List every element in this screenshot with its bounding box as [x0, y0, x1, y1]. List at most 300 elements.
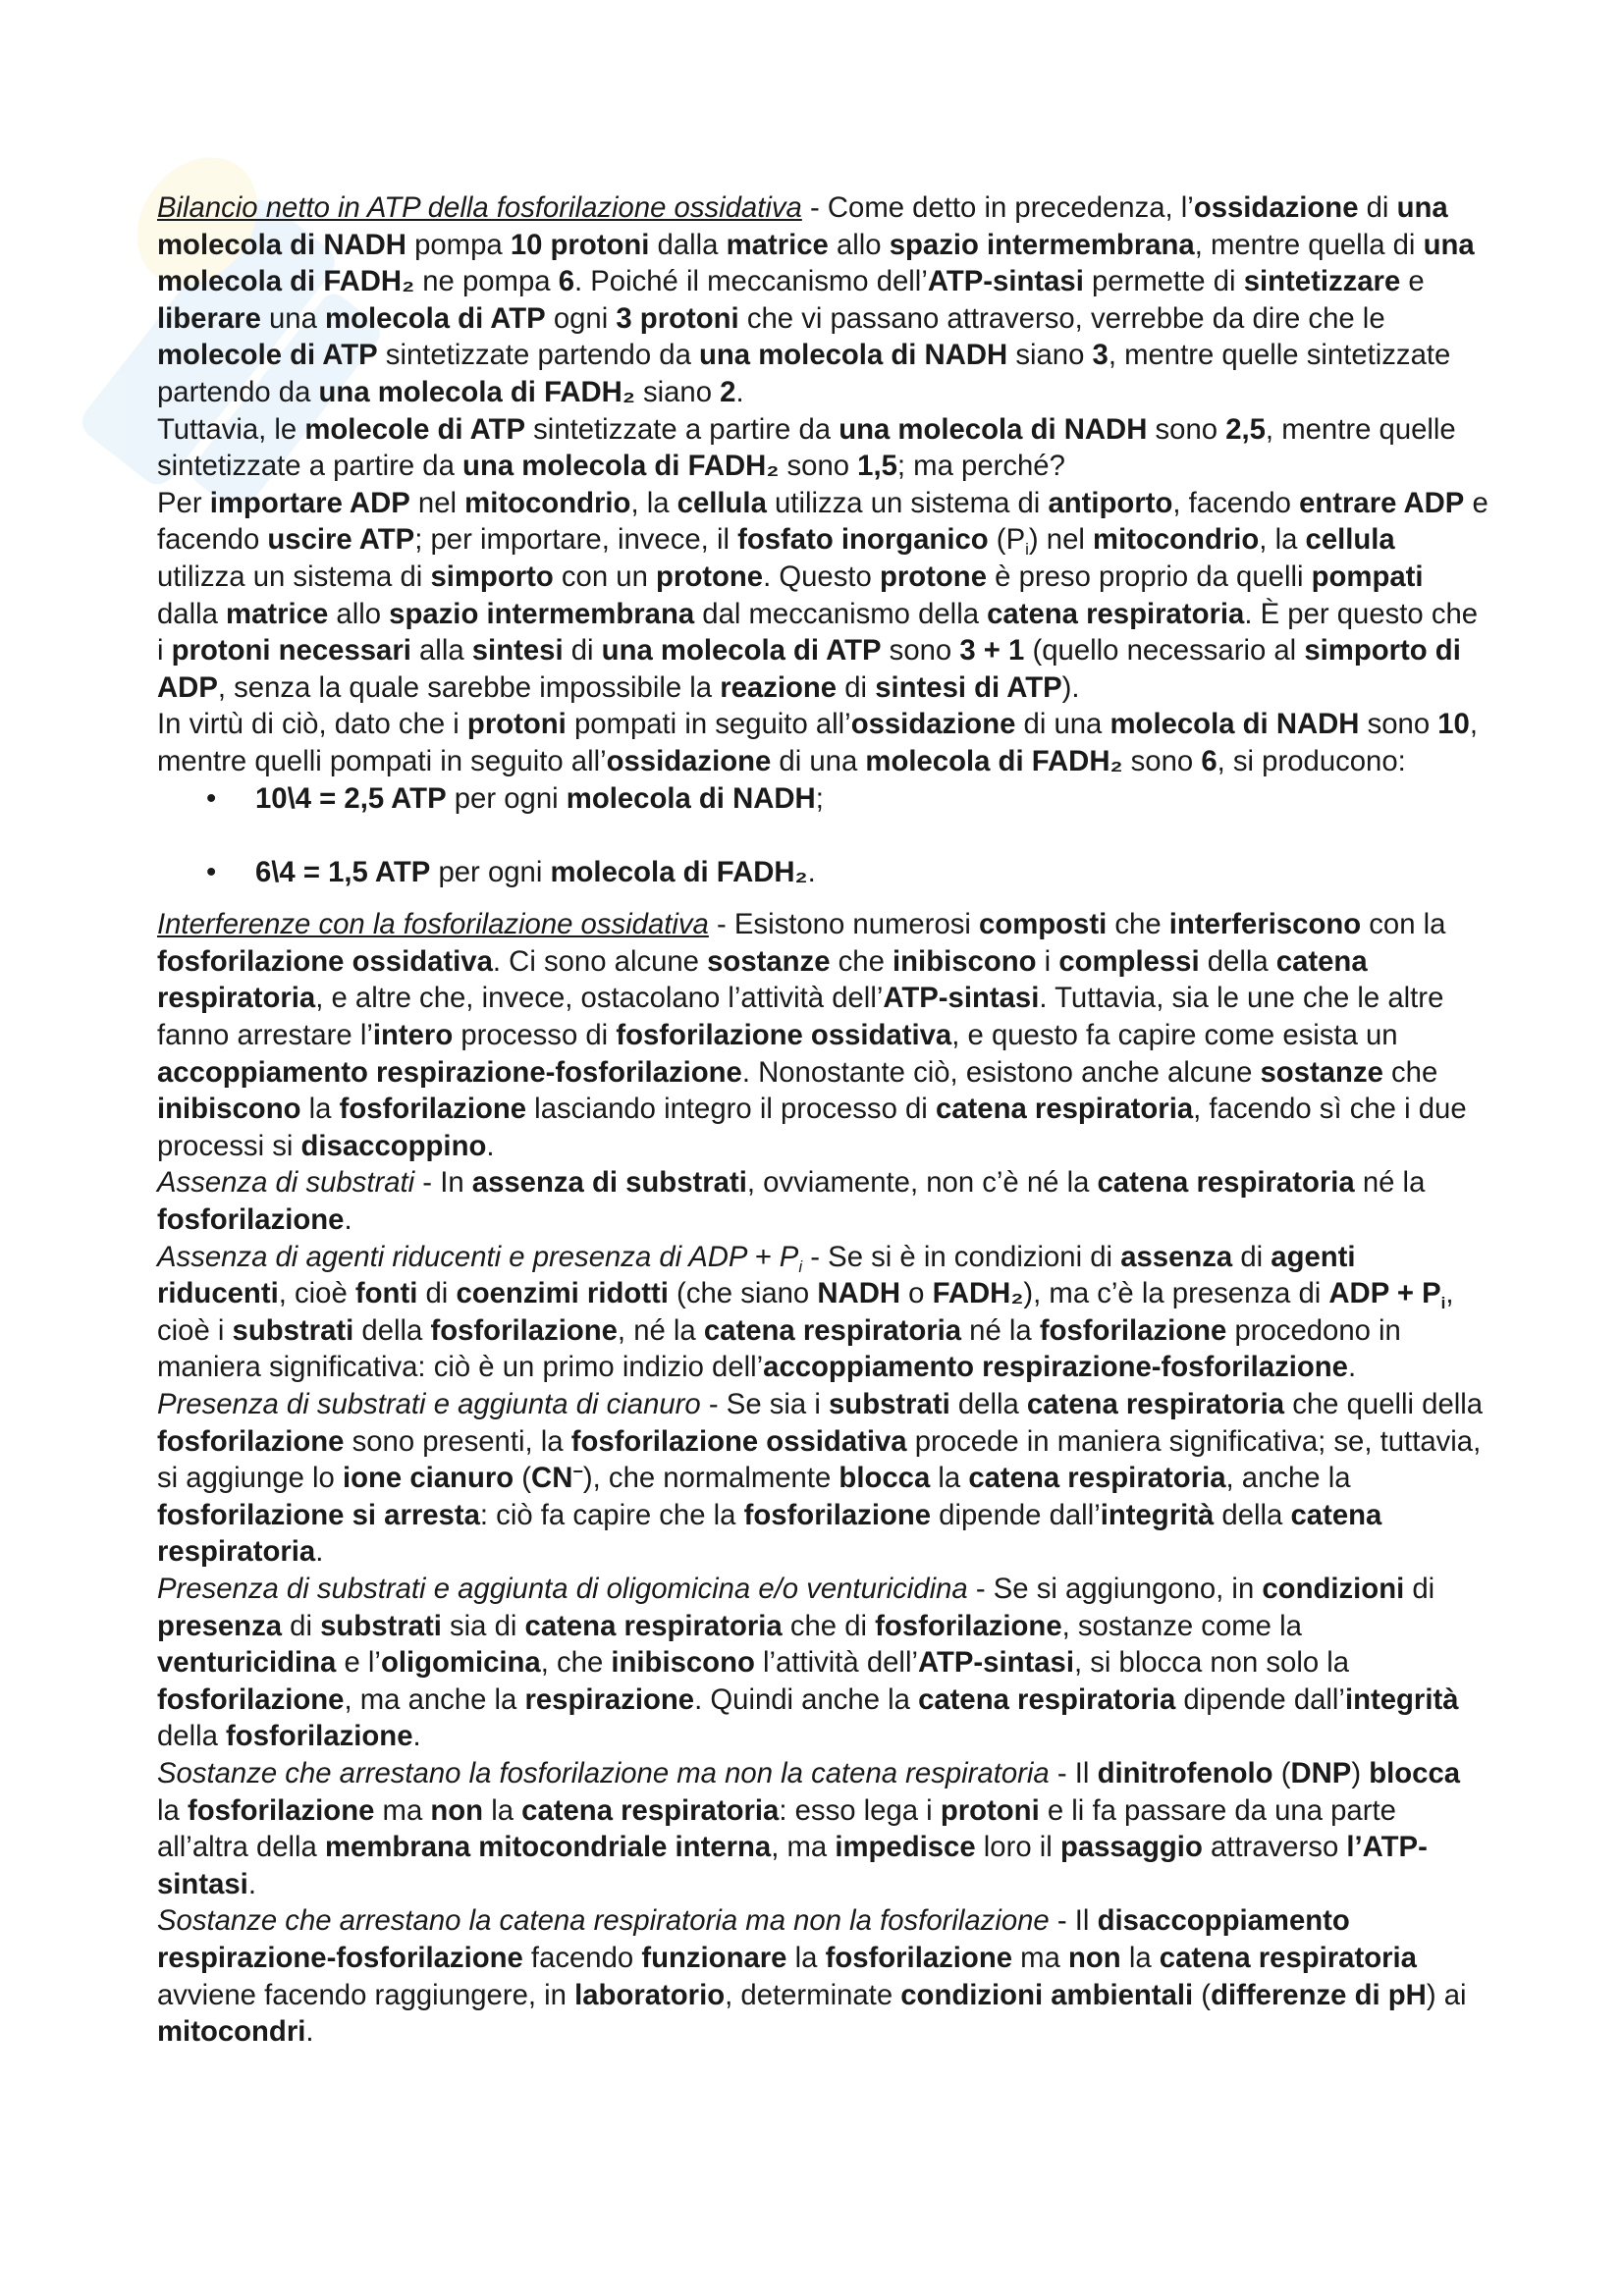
bold-text: fosforilazione [187, 1793, 375, 1827]
text-run: , mentre quella di [1194, 228, 1424, 261]
text-run: la [930, 1462, 969, 1495]
text-run: P [1005, 523, 1026, 557]
text-run: ) nel [1028, 523, 1094, 557]
paragraph-text [157, 413, 1456, 483]
text-run: utilizza un sistema di [766, 486, 1049, 519]
paragraph-text [157, 487, 1488, 704]
bold-text: dinitrofenolo [1097, 1756, 1273, 1789]
paragraph-case-assenza-agenti-riducenti [157, 1239, 1488, 1386]
bold-text: liberare [157, 301, 261, 335]
paragraph-bilancio-tuttavia [157, 411, 1488, 485]
bold-text: assenza di substrati [471, 1166, 747, 1200]
bold-text: pompati [1311, 560, 1424, 593]
text-run: di una [1015, 708, 1110, 741]
list-item [157, 854, 1488, 891]
bold-text: ADP + $P_i$ [1328, 1277, 1446, 1313]
bold-text: mitocondri [157, 2015, 306, 2049]
case-title: Presenza di substrati e aggiunta di oligomicina e/o venturicidina [157, 1572, 968, 1605]
bold-text: 6 [1201, 744, 1217, 777]
text-run: , si producono: [1217, 744, 1406, 777]
text-run: sono [1359, 708, 1438, 741]
bold-text: 10\4 = 2,5 ATP [255, 781, 447, 815]
text-run: sono [779, 450, 858, 483]
text-run: una [260, 301, 326, 335]
text-run: . Tuttavia, sia le une che le altre fanno arrestare l’ [157, 982, 1444, 1052]
bold-text: protone [879, 560, 987, 593]
atp-yield-list [157, 780, 1488, 891]
text-run: ; [815, 781, 824, 815]
bold-text: sintetizzare [1243, 265, 1401, 298]
bold-text: catena respiratoria [157, 1498, 1382, 1569]
text-run: alla [410, 634, 472, 667]
bold-text: simporto [430, 560, 554, 593]
case-title: Assenza di agenti riducenti e presenza di ADP + $P_i$ [157, 1240, 803, 1276]
text-run: , e altre che, invece, ostacolano l’attività dell’ [315, 982, 884, 1015]
text-run: (che siano [668, 1277, 818, 1310]
text-run: di [1232, 1240, 1271, 1273]
list-item-text [255, 782, 824, 815]
text-run: Se si è in condizioni di [828, 1240, 1121, 1273]
text-run: della [353, 1313, 431, 1347]
text-run: , né la [617, 1313, 704, 1347]
bold-text: blocca [839, 1462, 931, 1495]
bold-text: ATP-sintasi [883, 982, 1040, 1015]
text-run: attraverso [1202, 1831, 1347, 1864]
text-run: di una [771, 744, 866, 777]
bold-text: fosfato inorganico [737, 523, 989, 557]
bold-text: ione cianuro [342, 1462, 514, 1495]
text-run: . Poiché il meccanismo dell’ [573, 265, 928, 298]
bold-text: fonti [354, 1277, 418, 1310]
bold-text: una molecola di NADH [157, 191, 1448, 261]
bold-text: catena respiratoria [968, 1462, 1226, 1495]
text-run: pompati in seguito all’ [566, 708, 851, 741]
bold-text: cellula [1305, 523, 1395, 557]
bold-text: venturicidina [157, 1646, 337, 1680]
text-run: ) ai [1426, 1978, 1467, 2011]
text-run: di [1404, 1572, 1435, 1605]
bold-text: impedisce [835, 1831, 976, 1864]
bold-text: fosforilazione [825, 1941, 1013, 1974]
bold-text: fosforilazione [157, 1424, 345, 1458]
bold-text: catena respiratoria [935, 1093, 1194, 1126]
text-run: siano [1007, 339, 1093, 372]
text-run: , facendo sì che i due processi si [157, 1093, 1467, 1162]
bold-text: molecola di FADH₂ [865, 744, 1123, 777]
bold-text: ossidazione [850, 708, 1016, 741]
bold-text: fosforilazione [157, 1682, 345, 1716]
text-run: di [417, 1277, 457, 1310]
text-run: : ciò fa capire che la [479, 1498, 744, 1531]
bold-text: non [1068, 1941, 1121, 1974]
bold-text: respirazione [524, 1682, 695, 1716]
text-run: , cioè i [157, 1277, 1454, 1347]
bold-text: condizioni [1262, 1572, 1405, 1605]
bold-text: differenze di pH [1211, 1978, 1427, 2011]
text-run: sintetizzate partendo da [377, 339, 700, 372]
bold-text: sintesi [471, 634, 564, 667]
text-run: e [1400, 265, 1425, 298]
text-run: sono [1122, 744, 1202, 777]
bold-text: catena respiratoria [1097, 1166, 1355, 1200]
text-run: o [900, 1277, 933, 1310]
text-run: . [412, 1720, 421, 1753]
bold-text: simporto di ADP [157, 634, 1461, 704]
text-run: , ma [771, 1831, 836, 1864]
text-run: con un [553, 560, 657, 593]
bold-text: integrità [1100, 1498, 1215, 1531]
paragraph-case-dnp [157, 1755, 1488, 1902]
bold-text: catena respiratoria [524, 1609, 783, 1642]
text-run: . [486, 1129, 495, 1162]
text-run: . È per questo che i [157, 597, 1479, 667]
heading-separator: - [414, 1166, 441, 1200]
text-run: : esso lega i [779, 1793, 941, 1827]
text-run: di [1358, 191, 1397, 224]
text-run: dalla [157, 597, 227, 630]
paragraph-bilancio-import [157, 485, 1488, 707]
text-run: , mentre quelle sintetizzate partendo da [157, 339, 1451, 408]
bold-text: fosforilazione [339, 1093, 527, 1126]
bold-text: catena respiratoria [1026, 1388, 1285, 1420]
bold-text: spazio intermembrana [889, 228, 1195, 261]
bold-text: catena respiratoria [1159, 1941, 1417, 1974]
bold-text: integrità [1344, 1682, 1459, 1716]
bold-text: 1,5 [857, 450, 897, 483]
text-run: In virtù di ciò, dato che i [157, 708, 467, 741]
bold-text: matrice [226, 597, 329, 630]
text-run: , la [1259, 523, 1306, 557]
text-run: per ogni [446, 781, 567, 815]
text-run: , e questo fa capire come esista un [951, 1019, 1398, 1052]
text-run: , cioè [278, 1277, 355, 1310]
text-run: allo [828, 228, 890, 261]
bold-text: funzionare [641, 1941, 787, 1974]
text-run: ; ma perché? [896, 450, 1065, 483]
bold-text: protone [656, 560, 764, 593]
text-run: dipende dall’ [931, 1498, 1101, 1531]
text-run: è preso proprio da quelli [987, 560, 1312, 593]
text-run: (quello necessario al [1024, 634, 1305, 667]
section-heading-interferenze: Interferenze con la fosforilazione ossidativa [157, 908, 709, 941]
bold-text: agenti riducenti [157, 1240, 1356, 1310]
bold-text: catena respiratoria [157, 944, 1368, 1015]
bold-text: cellula [676, 486, 767, 519]
case-title: Presenza di substrati e aggiunta di cianuro [157, 1388, 701, 1420]
text-run: e l’ [336, 1646, 381, 1680]
bold-text: inibiscono [611, 1646, 755, 1680]
text-run: dalla [649, 228, 727, 261]
heading-separator: - [802, 1240, 829, 1273]
bold-text: una molecola di FADH₂ [462, 450, 780, 483]
text-run: che [1382, 1055, 1438, 1089]
paragraph-text [157, 708, 1478, 777]
text-run: né la [1354, 1166, 1426, 1200]
bold-text: una molecola di FADH₂ [157, 228, 1475, 298]
bold-text: composti [979, 908, 1108, 941]
bold-text: CN− [531, 1462, 583, 1495]
text-run: siano [634, 375, 721, 408]
bold-text: passaggio [1059, 1831, 1203, 1864]
bold-text: molecola di NADH [566, 781, 816, 815]
text-run: Se si aggiungono, in [993, 1572, 1263, 1605]
bold-text: spazio intermembrana [389, 597, 695, 630]
bold-text: fosforilazione [1039, 1313, 1227, 1347]
text-run: Tuttavia, le [157, 412, 305, 446]
heading-separator: - [801, 191, 828, 224]
bold-text: intero [372, 1019, 454, 1052]
bold-text: accoppiamento respirazione-fosforilazione [157, 1055, 742, 1089]
case-title: Assenza di substrati [157, 1166, 415, 1200]
bold-text: mitocondrio [1093, 523, 1260, 557]
text-run: sintetizzate a partire da [525, 412, 839, 446]
text-run: di [837, 670, 876, 704]
heading-separator: - [1049, 1904, 1075, 1938]
bold-text: reazione [720, 670, 838, 704]
paragraph-text [157, 908, 1467, 1162]
bold-text: DNP [1290, 1756, 1352, 1789]
bold-text: 3 + 1 [959, 634, 1025, 667]
text-run: sia di [441, 1609, 525, 1642]
text-run: . [315, 1535, 324, 1569]
text-run: ( [514, 1462, 532, 1495]
heading-separator: - [700, 1388, 727, 1420]
text-run: . [735, 375, 744, 408]
bold-text: ossidazione [606, 744, 772, 777]
text-run: . [344, 1203, 352, 1237]
text-run: con la [1361, 908, 1446, 941]
text-run: allo [328, 597, 390, 630]
text-run: . [305, 2015, 314, 2049]
bold-text: fosforilazione ossidativa [570, 1424, 907, 1458]
text-run: . [807, 855, 816, 888]
text-run: della [157, 1720, 227, 1753]
heading-separator: - [1049, 1756, 1075, 1789]
bold-text: 2,5 [1225, 412, 1266, 446]
text-run: , ma anche la [344, 1682, 525, 1716]
text-run: Se sia i [726, 1388, 829, 1420]
text-run: Per [157, 486, 210, 519]
bold-text: disaccoppiamento respirazione-fosforilazione [157, 1904, 1350, 1974]
bold-text: molecole di ATP [304, 412, 526, 446]
subscript-i: i [1440, 1294, 1446, 1313]
bold-text: substrati [829, 1388, 950, 1420]
bullet-icon: • [206, 781, 217, 815]
text-run: che quelli della [1284, 1388, 1484, 1420]
text-run: i [1036, 944, 1059, 978]
text-run: , la [630, 486, 677, 519]
paragraph-bilancio-conclusione [157, 706, 1488, 779]
bold-text: una molecola di FADH₂ [318, 375, 635, 408]
paragraph-bilancio-intro [157, 189, 1488, 411]
bold-text: accoppiamento respirazione-fosforilazione [763, 1351, 1348, 1384]
text-run: della [949, 1388, 1027, 1420]
paragraph-case-disaccoppiamento [157, 1902, 1488, 2050]
bold-text: fosforilazione [743, 1498, 932, 1531]
text-run: ), ma c’è la presenza di [1023, 1277, 1329, 1310]
text-run: sono [881, 634, 960, 667]
bold-text: importare ADP [209, 486, 410, 519]
text-run: ; per importare, invece, il [414, 523, 738, 557]
text-run: che di [782, 1609, 876, 1642]
text-run: e li fa passare da una parte all’altra della [157, 1793, 1396, 1864]
text-run: pompa [406, 228, 511, 261]
paragraph-case-oligomicina [157, 1571, 1488, 1755]
bold-text: protoni necessari [171, 634, 411, 667]
bold-text: membrana mitocondriale interna [325, 1831, 772, 1864]
text-run: nel [409, 486, 465, 519]
text-run: per ogni [430, 855, 551, 888]
bold-text: antiporto [1048, 486, 1173, 519]
text-run: dipende dall’ [1175, 1682, 1345, 1716]
bold-text: catena respiratoria [918, 1682, 1176, 1716]
bold-text: 3 protoni [616, 301, 739, 335]
bold-text: catena respiratoria [703, 1313, 962, 1347]
bold-text: 2 [720, 375, 736, 408]
bold-text: molecola di FADH₂ [550, 855, 808, 888]
text-run: della [1214, 1498, 1291, 1531]
text-run: Esistono numerosi [733, 908, 980, 941]
text-run: lasciando integro il processo di [526, 1093, 936, 1126]
bold-text: mitocondrio [464, 486, 631, 519]
text-run: di [563, 634, 602, 667]
bold-text: inibiscono [157, 1093, 301, 1126]
text-run: che [830, 944, 893, 978]
bold-text: disaccoppino [300, 1129, 487, 1162]
bold-text: 10 protoni [510, 228, 650, 261]
bold-text: assenza [1120, 1240, 1233, 1273]
paragraph-text [157, 191, 1475, 408]
bold-text: interferiscono [1168, 908, 1362, 941]
text-run: che vi passano attraverso, verrebbe da dire che le [738, 301, 1385, 335]
bold-text: sostanze [707, 944, 831, 978]
text-run: loro il [975, 1831, 1060, 1864]
bold-text: fosforilazione [157, 1203, 345, 1237]
text-run: sono presenti, la [344, 1424, 571, 1458]
bold-text: una molecola di ATP [601, 634, 882, 667]
text-run: , sostanze come la [1061, 1609, 1302, 1642]
heading-separator: - [708, 908, 734, 941]
bold-text: ATP-sintasi [917, 1646, 1074, 1680]
case-title: Sostanze che arrestano la fosforilazione ma non la catena respiratoria [157, 1756, 1050, 1789]
heading-separator: - [967, 1572, 994, 1605]
text-run: ogni [545, 301, 617, 335]
text-run: . [1347, 1351, 1357, 1384]
text-run: Il [1074, 1756, 1098, 1789]
text-run: che [1107, 908, 1169, 941]
text-run: la [157, 1793, 188, 1827]
subscript-i: i [798, 1256, 803, 1276]
bold-text: fosforilazione [875, 1609, 1062, 1642]
bold-text: fosforilazione ossidativa [157, 944, 493, 978]
bold-text: protoni [466, 708, 567, 741]
bold-text: FADH₂ [932, 1277, 1024, 1310]
text-run: dal meccanismo della [694, 597, 988, 630]
bold-text: 3 [1092, 339, 1109, 372]
document-page [157, 189, 1488, 2051]
bold-text: uscire ATP [267, 523, 415, 557]
text-run: ). [1061, 670, 1080, 704]
text-run: della [1199, 944, 1276, 978]
bold-text: inibiscono [893, 944, 1037, 978]
text-run: ma [1012, 1941, 1068, 1974]
bold-text: laboratorio [574, 1978, 726, 2011]
bold-text: molecola di NADH [1109, 708, 1360, 741]
bold-text: una molecola di NADH [839, 412, 1148, 446]
bold-text: substrati [232, 1313, 354, 1347]
text-run: la [300, 1093, 340, 1126]
bold-text: 6 [558, 265, 574, 298]
bold-text: sintesi di ATP [875, 670, 1062, 704]
text-run: In [440, 1166, 472, 1200]
text-run: , anche la [1225, 1462, 1351, 1495]
bold-text: fosforilazione [430, 1313, 618, 1347]
text-run: , ovviamente, non c’è né la [746, 1166, 1098, 1200]
text-run: procede in maniera significativa; se, tuttavia, si aggiunge lo [157, 1424, 1482, 1495]
bold-text: catena respiratoria [987, 597, 1245, 630]
text-run: procedono in maniera significativa: ciò è un primo indizio dell’ [157, 1313, 1401, 1384]
text-run: , si blocca non solo la [1073, 1646, 1350, 1680]
text-run: . Ci sono alcune [492, 944, 708, 978]
list-item [157, 780, 1488, 818]
text-run: . [247, 1867, 256, 1900]
text-run: l’attività dell’ [754, 1646, 918, 1680]
bold-text: ossidazione [1193, 191, 1359, 224]
bold-text: condizioni ambientali [900, 1978, 1194, 2011]
text-run: ma [374, 1793, 431, 1827]
text-run: ne pompa [414, 265, 559, 298]
text-run: la [786, 1941, 826, 1974]
bold-text: fosforilazione [226, 1720, 413, 1753]
bold-text: non [430, 1793, 484, 1827]
bold-text: NADH [817, 1277, 901, 1310]
text-run: Come detto in precedenza, l’ [827, 191, 1194, 224]
text-run: . Nonostante ciò, esistono anche alcune [741, 1055, 1261, 1089]
bold-text: 6\4 = 1,5 ATP [255, 855, 431, 888]
text-run: di [282, 1609, 321, 1642]
bold-text: l’ATP-sintasi [157, 1831, 1428, 1900]
bold-text: fosforilazione ossidativa [616, 1019, 952, 1052]
text-run: facendo [522, 1941, 642, 1974]
text-run: la [1120, 1941, 1160, 1974]
list-item-text [255, 856, 816, 888]
section-heading-bilancio: Bilancio netto in ATP della fosforilazione ossidativa [157, 191, 802, 224]
text-run: , mentre quelli pompati in seguito all’ [157, 708, 1478, 777]
bold-text: sostanze [1260, 1055, 1383, 1089]
text-run: , facendo [1172, 486, 1300, 519]
text-run: , mentre quelle sintetizzate a partire da [157, 412, 1456, 483]
subscript-i: i [1025, 540, 1029, 560]
text-run: processo di [453, 1019, 617, 1052]
text-run: ( [988, 523, 1006, 557]
paragraph-case-assenza-substrati [157, 1164, 1488, 1238]
bold-text: presenza [157, 1609, 283, 1642]
text-run: e facendo [157, 486, 1488, 557]
bold-text: complessi [1058, 944, 1200, 978]
bullet-icon: • [206, 855, 217, 888]
text-run: sono [1147, 412, 1226, 446]
bold-text: matrice [726, 228, 829, 261]
case-title: Sostanze che arrestano la catena respiratoria ma non la fosforilazione [157, 1904, 1050, 1938]
text-run: ) [1351, 1756, 1370, 1789]
text-run: la [483, 1793, 522, 1827]
superscript-negative: − [572, 1462, 583, 1482]
text-run: , senza la quale sarebbe impossibile la [217, 670, 721, 704]
text-run: . Questo [763, 560, 880, 593]
paragraph-case-cianuro [157, 1386, 1488, 1571]
bold-text: ATP-sintasi [927, 265, 1084, 298]
text-run: ), che normalmente [582, 1462, 839, 1495]
